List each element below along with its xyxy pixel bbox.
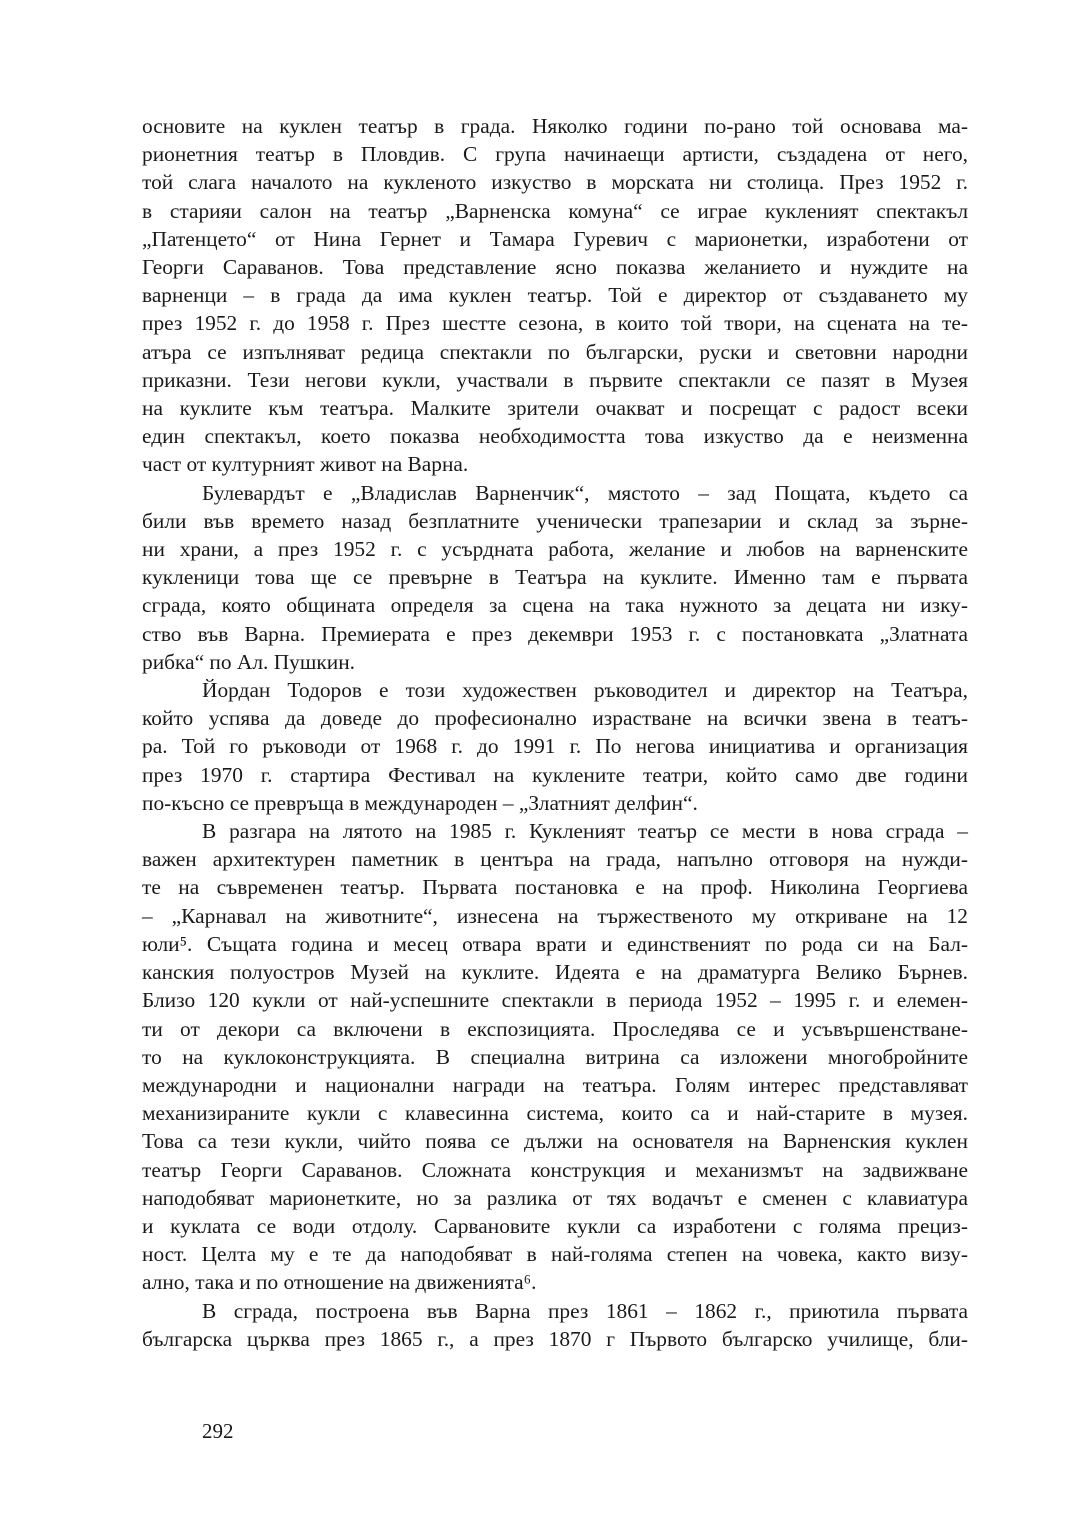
text-line: механизираните кукли с клавесинна система, които са и най-старите в музея. — [142, 1101, 968, 1126]
paragraph-4 — [142, 817, 968, 1296]
text-line: и куклата се води отдолу. Сарвановите кукли са изработени с голяма прециз- — [142, 1213, 968, 1238]
text-line: ра. Той го ръководи от 1968 г. до 1991 г. По негова инициатива и организация — [142, 734, 968, 759]
text-line: приказни. Тези негови кукли, участвали в първите спектакли се пазят в Музея — [142, 367, 968, 392]
text-line: през 1970 г. стартира Фестивал на куклените театри, който само две години — [142, 762, 968, 787]
text-line: ти от декори са включени в експозицията. Проследява се и усъвършенстване- — [142, 1016, 968, 1041]
text-line: атъра се изпълняват редица спектакли по български, руски и световни народни — [142, 339, 968, 364]
text-line: по-късно се превръща в международен – „Златният делфин“. — [142, 790, 698, 815]
paragraph-1 — [142, 112, 968, 479]
text-line: били във времето назад безплатните ученически трапезарии и склад за зърне- — [142, 508, 968, 533]
text-line: част от културният живот на Варна. — [142, 452, 469, 477]
text-line: той слага началото на кукленото изкуство в морската ни столица. През 1952 г. — [142, 170, 968, 195]
text-line: – „Карнавал на животните“, изнесена на тържественото му откриване на 12 — [142, 903, 968, 928]
text-line: ство във Варна. Премиерата е през декември 1953 г. с постановката „Златната — [142, 621, 968, 646]
text-line: то на куклоконструкцията. В специална витрина са изложени многобройните — [142, 1044, 968, 1069]
text-line: канския полуостров Музей на куклите. Идеята е на драматурга Велико Бърнев. — [142, 960, 968, 985]
text-line: ално, така и по отношение на движенията⁶. — [142, 1270, 537, 1295]
text-line: „Патенцето“ от Нина Гернет и Тамара Гуревич с марионетки, изработени от — [142, 226, 968, 251]
paragraph-3 — [142, 676, 968, 817]
text-line: ност. Целта му е те да наподобяват в най-голяма степен на човека, както визу- — [142, 1242, 968, 1267]
text-line: рибка“ по Ал. Пушкин. — [142, 649, 355, 674]
text-line: кукленици това ще се превърне в Театъра на куклите. Именно там е първата — [142, 565, 968, 590]
text-line: рионетния театър в Пловдив. С група начинаещи артисти, създадена от него, — [142, 142, 968, 167]
text-line: юли⁵. Същата година и месец отвара врати и единственият по рода си на Бал- — [142, 931, 968, 956]
text-line: сграда, която общината определя за сцена на така нужното за децата ни изку- — [142, 593, 968, 618]
text-line: на куклите към театъра. Малките зрители очакват и посрещат с радост всеки — [142, 396, 968, 421]
page-body — [142, 112, 968, 1353]
text-line: те на съвременен театър. Първата постановка е на проф. Николина Георгиева — [142, 875, 968, 900]
page-number: 292 — [202, 1419, 234, 1443]
text-line: който успява да доведе до професионално израстване на всички звена в театъ- — [142, 706, 968, 731]
paragraph-5 — [142, 1297, 968, 1353]
paragraph-2 — [142, 479, 968, 676]
text-line: В разгара на лятото на 1985 г. Кукленият театър се мести в нова сграда – — [202, 819, 968, 844]
text-line: в старияи салон на театър „Варненска комуна“ се играе кукленият спектакъл — [142, 198, 968, 223]
text-line: ни храни, а през 1952 г. с усърдната работа, желание и любов на варненските — [142, 537, 968, 562]
text-line: един спектакъл, което показва необходимостта това изкуство да е неизменна — [142, 424, 968, 449]
text-line: основите на куклен театър в града. Няколко години по-рано той основава ма- — [142, 114, 968, 138]
text-line: международни и национални награди на театъра. Голям интерес представляват — [142, 1072, 968, 1097]
text-line: важен архитектурен паметник в центъра на града, напълно отговоря на нужди- — [142, 847, 968, 872]
text-line: Това са тези кукли, чийто поява се дължи на основателя на Варненския куклен — [142, 1129, 968, 1154]
text-line: през 1952 г. до 1958 г. През шестте сезона, в които той твори, на сцената на те- — [142, 311, 968, 336]
text-line: Булевардът е „Владислав Варненчик“, мястото – зад Пощата, където са — [202, 480, 968, 505]
text-line: театър Георги Сараванов. Сложната конструкция и механизмът на задвижване — [142, 1157, 968, 1182]
text-line: Георги Сараванов. Това представление ясно показва желанието и нуждите на — [142, 255, 968, 280]
text-line: Йордан Тодоров е този художествен ръководител и директор на Театъра, — [202, 678, 968, 703]
text-line: варненци – в града да има куклен театър. Той е директор от създаването му — [142, 283, 968, 308]
text-line: наподобяват марионетките, но за разлика от тях водачът е сменен с клавиатура — [142, 1185, 968, 1210]
text-line: българска църква през 1865 г., а през 1870 г Първото българско училище, бли- — [142, 1326, 968, 1351]
text-line: В сграда, построена във Варна през 1861 – 1862 г., приютила първата — [202, 1298, 968, 1323]
text-line: Близо 120 кукли от най-успешните спектакли в периода 1952 – 1995 г. и елемен- — [142, 988, 968, 1013]
